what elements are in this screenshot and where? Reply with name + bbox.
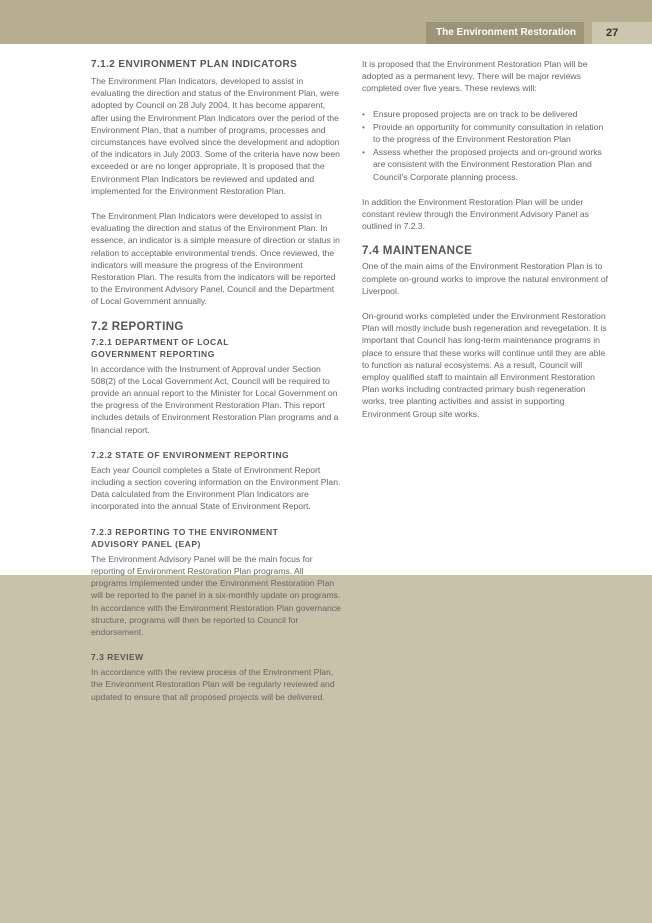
- section-7-1-2-paragraph-1: The Environment Plan Indicators, developed to assist in evaluating the direction and status of the Environment Plan, were adopted by Council on 28 July 2004. It has become apparent, after using the Environment Plan Indicators over the period of the Environment Plan, that a number of programs, processes and circumstances have evolved since the development and adoption of the indicators in July 2003. Some of the criteria have now been exceeded or are no longer appropriate. It is proposed that the Environment Plan Indicators be reviewed and updated and implemented for the Environment Restoration Plan.: [91, 76, 340, 196]
- list-item: • Provide an opportunity for community consultation in relation to the progress of the Environment Restoration Plan: [362, 121, 612, 145]
- section-7-2-1-paragraph: In accordance with the Instrument of Approval under Section 508(2) of the Local Government Act, Council will be required to provide an annual report to the Minister for Local Government on the progress of the Environment Restoration Plan. This report includes details of Environment Restoration Plan programs and a financial report.: [91, 363, 339, 435]
- section-7-2-3-heading-line-2: ADVISORY PANEL (EAP): [91, 538, 201, 549]
- left-column: [91, 58, 341, 716]
- section-7-2-2-paragraph: Each year Council completes a State of Environment Report including a section covering information on the Environment Plan. Data calculated from the Environment Plan Indicators are incorporated into the annual State of Environment Report.: [91, 464, 341, 512]
- section-7-4-heading: 7.4 MAINTENANCE: [362, 245, 473, 258]
- section-7-2-1-heading-line-2: GOVERNMENT REPORTING: [91, 348, 215, 359]
- section-7-3-paragraph: In accordance with the review process of the Environment Plan, the Environment Restoration Plan will be regularly reviewed and updated to ensure that all proposed projects will be delivered.: [91, 667, 335, 702]
- section-7-2-2-heading: 7.2.2 STATE OF ENVIRONMENT REPORTING: [91, 449, 290, 460]
- section-7-2-1-heading-line-1: 7.2.1 DEPARTMENT OF LOCAL: [91, 336, 229, 347]
- right-column: [362, 58, 612, 433]
- section-7-1-2-paragraph-2: The Environment Plan Indicators were developed to assist in evaluating the direction and status of the Environment Plan. In essence, an indicator is a simple measure of direction or status in relation to acceptable environmental trends. Once reviewed, the indicators will measure the progress of the Environment Restoration Plan. The results from the indicators will be reported to the Environment Advisory Panel, Council and the Department of Local Government annually.: [91, 211, 340, 307]
- section-7-4-paragraph-1: One of the main aims of the Environment Restoration Plan is to complete on-ground works to improve the natural environment of Liverpool.: [362, 261, 609, 296]
- list-item: • Assess whether the proposed projects and on-ground works are consistent with the Environment Restoration Plan and Council's Corporate planning process.: [362, 146, 612, 183]
- review-intro-paragraph: It is proposed that the Environment Restoration Plan will be adopted as a permanent levy. There will be major reviews completed over five years. These reviews will:: [362, 59, 588, 94]
- review-bullet-list: [362, 108, 612, 183]
- section-7-1-2-heading: 7.1.2 ENVIRONMENT PLAN INDICATORS: [91, 59, 298, 70]
- section-7-4-paragraph-2: On-ground works completed under the Environment Restoration Plan will mostly include bush regeneration and revegetation. It is important that Council has long-term maintenance programs in place to ensure that these works will continue until they are able to function as natural ecosystems. As a result, Council will employ qualified staff to maintain all Environment Restoration Plan works including contracted primary bush regeneration works, tree planting activities and assist in supporting Environment Group site works.: [362, 311, 607, 419]
- section-7-2-3-heading-line-1: 7.2.3 REPORTING TO THE ENVIRONMENT: [91, 526, 279, 537]
- section-7-3-heading: 7.3 REVIEW: [91, 652, 144, 663]
- section-7-2-heading: 7.2 REPORTING: [91, 320, 184, 333]
- running-header-title: The Environment Restoration Plan: [426, 22, 584, 44]
- section-7-2-3-paragraph: The Environment Advisory Panel will be the main focus for reporting of Environment Restoration Plan programs. All programs implemented under the Environment Restoration Plan will be reported to the panel in a six-monthly update on programs. In accordance with the Environment Restoration Plan governance structure, programs will then be reported to Council for endorsement.: [91, 553, 341, 637]
- constant-review-paragraph: In addition the Environment Restoration Plan will be under constant review through the Environment Advisory Panel as outlined in 7.2.3.: [362, 196, 589, 232]
- list-item: • Ensure proposed projects are on track to be delivered: [362, 108, 612, 120]
- page-number: 27: [592, 22, 652, 44]
